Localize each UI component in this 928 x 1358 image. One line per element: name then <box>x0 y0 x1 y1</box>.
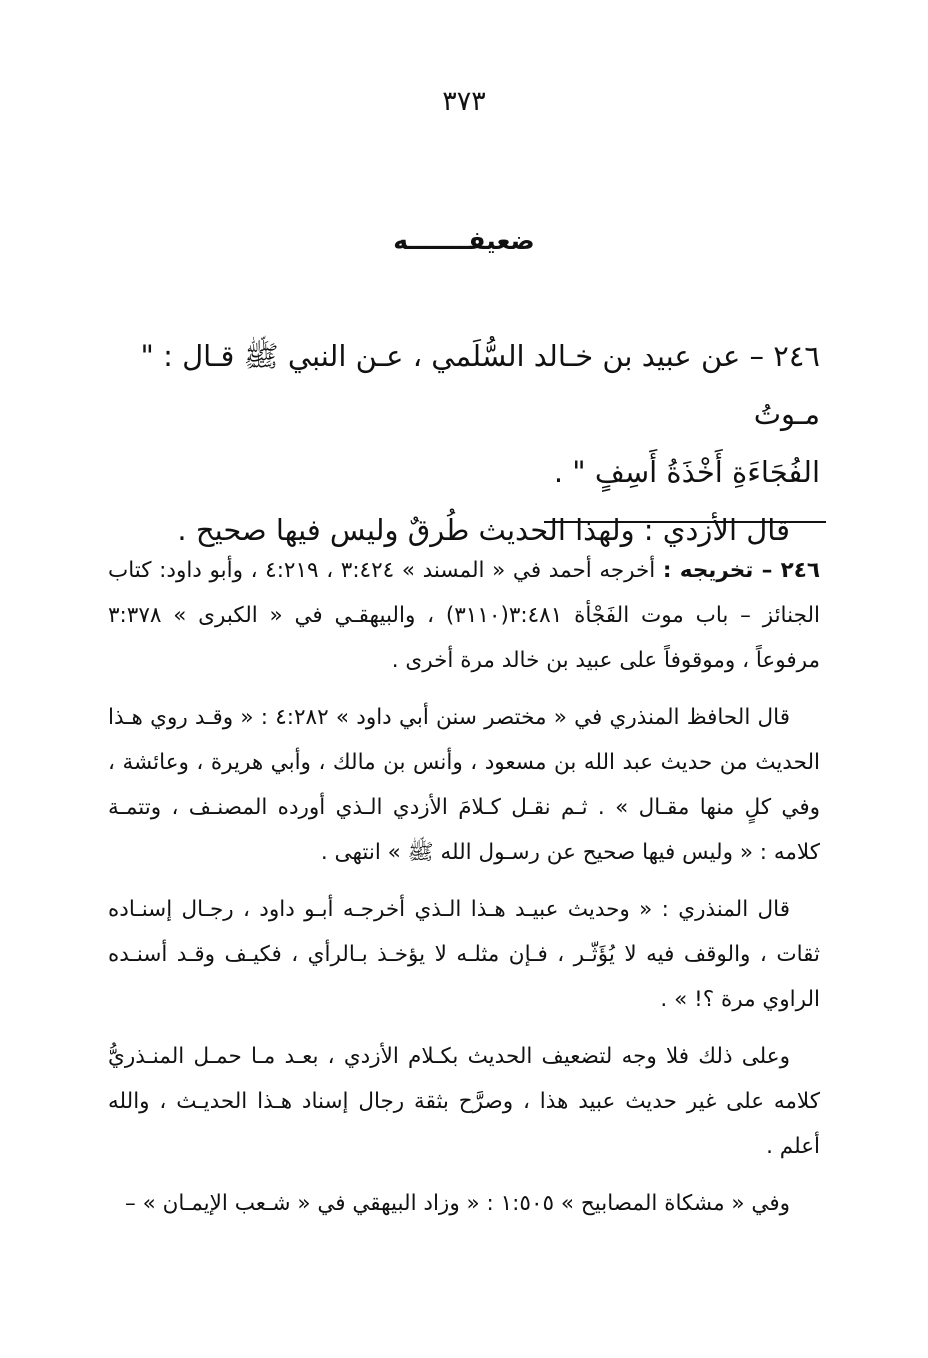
footnote-paragraph-2: قال الحافظ المنذري في « مختصر سنن أبي داود » ٤:٢٨٢ : « وقـد روي هـذا الحديث من حديث عبد الله بن مسعود ، وأنس بن مالك ، وأبي هريرة ، وعائشة ، وفي كلٍ منها مقـال » . ثـم نقـل كـلامَ الأزدي الـذي أورده المصنـف ، وتتمـة كلامه : « وليس فيها صحيح عن رسـول الله ﷺ » انتهى . <box>108 705 820 865</box>
page-number: ٣٧٣ <box>442 86 486 117</box>
footnote-paragraph-5: وفي « مشكاة المصابيح » ١:٥٠٥ : « وزاد البيهقي في « شـعب الإيمـان » – <box>125 1191 790 1216</box>
hadith-line-2: الفُجَاءَةِ أَخْذَةُ أَسِفٍ " . <box>553 455 820 489</box>
footnote-divider <box>544 521 826 523</box>
footnote-paragraph-1 <box>108 548 820 683</box>
hadith-line-1: ٢٤٦ – عن عبيد بن خـالد السُّلَمي ، عـن النبي ﷺ قـال : " مـوتُ <box>140 339 820 431</box>
section-title: ضعيفـــــــه <box>393 226 535 255</box>
hadith-text <box>108 327 820 559</box>
hadith-comment: قال الأزدي : ولهذا الحديث طُرقٌ وليس فيها صحيح . <box>177 513 790 547</box>
footnote-paragraph-3: قال المنذري : « وحديث عبيـد هـذا الـذي أخرجـه أبـو داود ، رجـال إسنـاده ثقات ، والوقف فيه لا يُؤَثّـر ، فـإن مثلـه لا يؤخـذ بـالرأي ، فكيـف وقـد أسنـده الراوي مرة ؟! » . <box>108 897 820 1012</box>
footnote-takhrij-text: أخرجه أحمد في « المسند » ٣:٤٢٤ ، ٤:٢١٩ ، وأبو داود: كتاب الجنائز – باب موت الفَجْأة ٣:٤٨١(٣١١٠) ، والبيهقـي في « الكبرى » ٣:٣٧٨ مرفوعاً ، وموقوفاً على عبيد بن خالد مرة أخرى . <box>108 558 820 673</box>
footnote-paragraph-4: وعلى ذلك فلا وجه لتضعيف الحديث بكـلام الأزدي ، بعـد مـا حمـل المنـذريُّ كلامه على غير حديث عبيد هذا ، وصرَّح بثقة رجال إسناد هـذا الحديـث ، والله أعلم . <box>108 1044 820 1159</box>
footnotes <box>108 548 820 1238</box>
footnote-label: ٢٤٦ – تخريجه : <box>662 558 820 583</box>
